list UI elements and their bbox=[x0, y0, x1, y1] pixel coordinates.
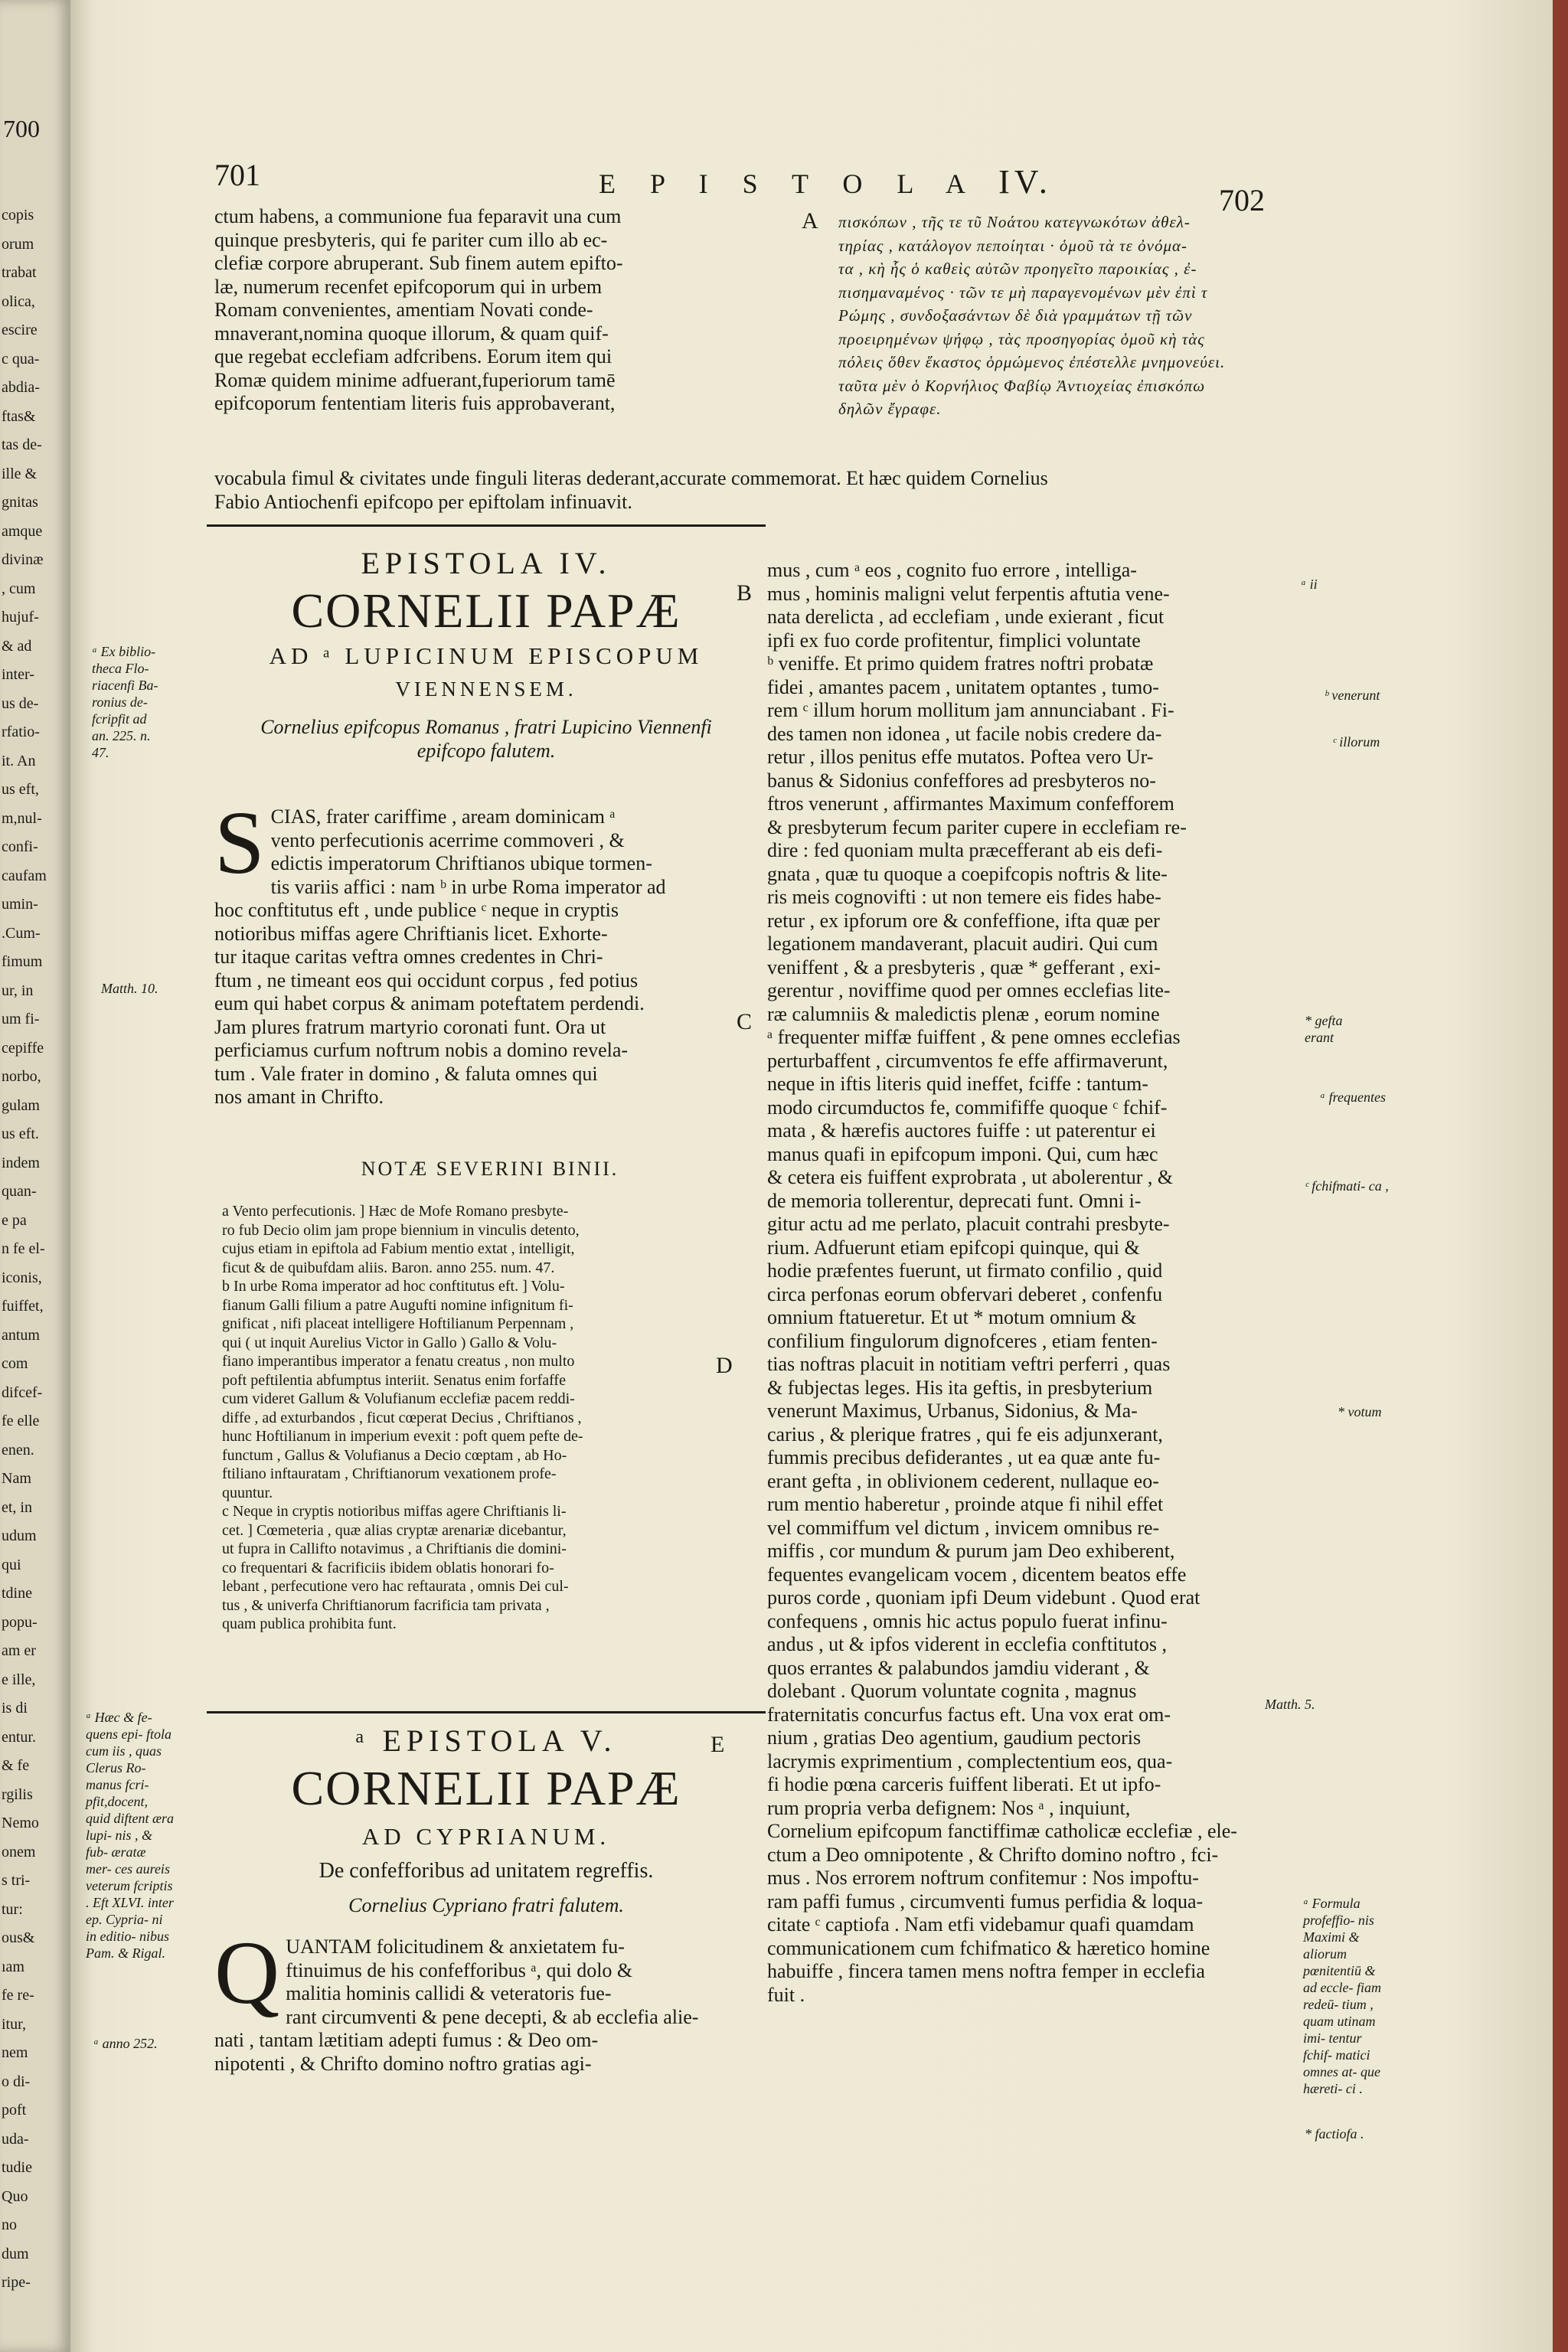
note-line: qui ( ut inquit Aurelius Victor in Gallo ) Gallo & Volu- bbox=[222, 1334, 557, 1351]
text-line: fummis precibus defiderantes , ut ea quæ ante fu- bbox=[767, 1446, 1161, 1468]
text-line: ctum habens, a communione fua feparavit una cum bbox=[214, 205, 622, 227]
note-line: c Neque in cryptis notioribus miffas agere Chriftianis li- bbox=[222, 1503, 567, 1520]
text-line: ftum , ne timeant eos qui occidunt corpus , fed potius bbox=[214, 969, 639, 991]
running-title-number: IV. bbox=[998, 163, 1052, 201]
text-line: retur , ex ipforum ore & confeffione, ifta quæ per bbox=[767, 909, 1160, 932]
epistola-5-body bbox=[214, 1922, 766, 2076]
previous-page-fragment: ripe- bbox=[2, 2274, 31, 2291]
margin-note-schismatica: ᶜ fchifmati- ca , bbox=[1305, 1178, 1389, 1194]
note-line: a Vento perfecutionis. ] Hæc de Mofe Romano presbyte- bbox=[222, 1203, 569, 1220]
text-line: gerentur , noviffime quod per omnes ecclefias lite- bbox=[767, 979, 1171, 1001]
text-line: vel commiffum vel dictum , invicem omnibus re- bbox=[767, 1516, 1160, 1539]
epistola-4-label: EPISTOLA IV. bbox=[361, 546, 612, 580]
text-line: communicationem cum fchifmatico & hæretico homine bbox=[767, 1936, 1210, 1959]
text-line: veniffent , & a presbyteris , quæ * gefferant , exi- bbox=[767, 956, 1161, 978]
margin-note-venerunt: ᵇ venerunt bbox=[1325, 688, 1380, 703]
text-line: tur itaque caritas veftra omnes credentes in Chri- bbox=[214, 946, 603, 968]
margin-note-haec-sequens: ᵃ Hæc & fe- quens epi- ftola cum iis , quas Clerus Ro- manus fcri- pfit,docent, quid diftent æra lupi- nis , & fub- æratæ mer- ces aureis veterum fcriptis . Eft XLVI. inter ep. Cypria- ni in editio- nibus Pam. & Rigal. bbox=[86, 1710, 175, 1961]
dropcap-q: Q bbox=[214, 1922, 280, 2023]
note-line: cet. ] Cœmeteria , quæ alias cryptæ arenariæ dicebantur, bbox=[222, 1521, 567, 1539]
previous-page-fragment: norbo, bbox=[2, 1068, 41, 1085]
text-line: notioribus miffas agere Chriftianis licet. Exhorte- bbox=[214, 922, 608, 945]
text-line: miffis , cor mundum & purum jam Deo exhiberent, bbox=[767, 1540, 1175, 1562]
previous-page-fragment: & ad bbox=[2, 637, 32, 655]
greek-line: Ρώμης , συνδοξασάντων δὲ διὰ γραμμάτων τῇ τῶν bbox=[838, 306, 1193, 325]
previous-page-fragment: us eft. bbox=[2, 1125, 39, 1142]
section-rule-middle bbox=[207, 1711, 766, 1713]
previous-page-fragment: escire bbox=[2, 322, 38, 338]
previous-page-fragment: us eft, bbox=[2, 781, 39, 798]
epistola-5-heading bbox=[207, 1723, 766, 1917]
previous-page-fragment: popu- bbox=[2, 1613, 38, 1631]
margin-note-formula: ᵃ Formula profeffio- nis Maximi & aliorum pœnitentiū & ad eccle- fiam redeū- tium , quam utinam imi- tentur fchif- matici omnes at- que hæreti- ci . bbox=[1303, 1896, 1381, 2096]
text-line: edictis imperatorum Chriftianos ubique tormen- bbox=[270, 852, 652, 874]
epistola-4-body bbox=[214, 792, 766, 1109]
previous-page-fragment: tur: bbox=[2, 1900, 23, 1918]
previous-page-fragment: tas de- bbox=[2, 436, 42, 453]
text-line: rem ᶜ illum horum mollitum jam annunciabant . Fi- bbox=[767, 699, 1174, 721]
top-tail-line-2: Fabio Antiochenfi epifcopo per epiftolam infinuavit. bbox=[214, 491, 632, 513]
text-line: gitur actu ad me perlato, placuit contrahi presbyte- bbox=[767, 1213, 1170, 1235]
text-line: banus & Sidonius confeffores ad presbyteros no- bbox=[767, 769, 1156, 792]
previous-page-fragment: inter- bbox=[2, 666, 34, 683]
text-line: eum qui habet corpus & animam poteftatem perdendi. bbox=[214, 992, 645, 1014]
previous-page-fragment: enen. bbox=[2, 1441, 34, 1459]
previous-page-fragment: entur. bbox=[2, 1728, 36, 1746]
previous-page-fragment: indem bbox=[2, 1154, 40, 1171]
epistola-4-text bbox=[214, 792, 766, 1109]
text-line: ris meis cognovifti : ut non temere eis fides habe- bbox=[767, 886, 1161, 908]
text-line: rium. Adfuerunt etiam epifcopi quinque, qui & bbox=[767, 1236, 1140, 1259]
text-line: læ, numerum recenfet epifcoporum qui in urbem bbox=[214, 275, 603, 298]
previous-page-fragment: Nemo bbox=[2, 1815, 39, 1831]
text-line: fuit . bbox=[767, 1983, 805, 2006]
epistola-4-salutation: Cornelius epifcopus Romanus , fratri Lupicino Viennenfi epifcopo falutem. bbox=[260, 716, 712, 762]
previous-page-fragment: uda- bbox=[2, 2130, 29, 2148]
previous-page-fragment: orum bbox=[2, 235, 34, 253]
previous-page-fragment: o di- bbox=[2, 2073, 31, 2090]
note-line: gnificat , nifi placeat intelligere Hoftilianum Perpennam , bbox=[222, 1315, 574, 1332]
previous-page-fragment: trabat bbox=[2, 264, 37, 281]
previous-page-fragment: Quo bbox=[2, 2187, 28, 2205]
epistola-5-subtitle: De confefforibus ad unitatem regreffis. bbox=[318, 1859, 654, 1883]
book-page bbox=[70, 0, 1553, 2352]
text-line: confequens , omnis hic actus populo fuerat infinu- bbox=[767, 1609, 1168, 1632]
running-title bbox=[599, 162, 1052, 201]
text-line: ᵇ veniffe. Et primo quidem fratres noftri probatæ bbox=[767, 652, 1154, 675]
text-line: tis variis affici : nam ᵇ in urbe Roma imperator ad bbox=[270, 875, 666, 898]
text-line: retur , illos penitus effe mutatos. Poftea vero Ur- bbox=[767, 746, 1154, 768]
text-line: rant circumventi & pene decepti, & ab ecclefia alie- bbox=[286, 2005, 699, 2028]
text-line: que regebat ecclefiam adfcribens. Eorum item qui bbox=[214, 345, 612, 368]
epistola-5-addressee: AD CYPRIANUM. bbox=[361, 1823, 611, 1850]
note-line: ro fub Decio olim jam prope biennium in vinculis detento, bbox=[222, 1221, 580, 1239]
text-line: quinque presbyteris, qui fe pariter cum illo ab ec- bbox=[214, 228, 608, 251]
note-line: co frequentari & facrificiis ibidem oblatis honorari fo- bbox=[222, 1559, 554, 1576]
text-line: UANTAM folicitudinem & anxietatem fu- bbox=[286, 1936, 625, 1958]
previous-page-fragment: e ille, bbox=[2, 1671, 36, 1688]
page-number-right: 702 bbox=[1219, 183, 1265, 217]
previous-page-fragment: , cum bbox=[2, 580, 36, 597]
previous-page-fragment: umin- bbox=[2, 896, 38, 913]
text-line: quos errantes & palabundos jamdiu viderant , & bbox=[767, 1656, 1150, 1679]
previous-page-fragment: hujuf- bbox=[2, 609, 39, 626]
text-line: fraternitatis concurfus factus eft. Una vox erat om- bbox=[767, 1703, 1171, 1726]
previous-page-fragment: olica, bbox=[2, 292, 35, 310]
text-line: hodie præfentes fuerunt, ut firmato confilio , quid bbox=[767, 1259, 1163, 1282]
text-line: clefiæ corpore abruperant. Sub finem autem epifto- bbox=[214, 252, 623, 274]
text-line: omnium ftatueretur. Et ut * motum omnium & bbox=[767, 1306, 1137, 1328]
text-line: & cetera eis fuiffent exprobrata , ut abolerentur , & bbox=[767, 1166, 1174, 1188]
text-line: mata , & hærefis auctores fuiffe : ut paterentur ei bbox=[767, 1119, 1156, 1142]
previous-page-fragment: dum bbox=[2, 2245, 29, 2262]
text-line: Jam plures fratrum martyrio coronati funt. Ora ut bbox=[214, 1015, 606, 1038]
margin-note-anno-252: ᵃ anno 252. bbox=[93, 2036, 158, 2051]
epistola-5-text bbox=[214, 1922, 766, 2076]
text-line: manus quafi in epifcopum imponi. Qui, cum hæc bbox=[767, 1142, 1158, 1165]
previous-page-fragment: n fe el- bbox=[2, 1240, 45, 1257]
text-line: perficiamus curfum noftrum nobis a domino revela- bbox=[214, 1039, 629, 1061]
previous-page-fragment: is di bbox=[2, 1700, 28, 1717]
previous-page-fragment: ftas& bbox=[2, 407, 36, 425]
note-line: lebant , perfecutione vero hac reftaurata , omnis Dei cul- bbox=[222, 1578, 569, 1595]
text-line: mus . Nos errorem noftrum confitemur : Nos impoftu- bbox=[767, 1867, 1199, 1889]
section-marker-c: C bbox=[737, 1009, 753, 1034]
previous-page-fragment: no bbox=[2, 2216, 17, 2233]
epistola-5-label: ᵃ EPISTOLA V. bbox=[355, 1723, 617, 1758]
text-line: confilium fingulorum dignofceres , etiam fenten- bbox=[767, 1329, 1158, 1352]
margin-note-factiosa: * factiofa . bbox=[1305, 2126, 1364, 2141]
previous-page-fragment: it. An bbox=[2, 752, 36, 769]
greek-line: πόλεις ὅθεν ἕκαστος ὁρμώμενος ἐπέστελλε μνημονεύει. bbox=[838, 353, 1226, 371]
top-latin-text bbox=[214, 205, 796, 416]
previous-page-fragment: divinæ bbox=[2, 551, 44, 568]
section-marker-b: B bbox=[737, 580, 753, 606]
previous-page-fragment: nem bbox=[2, 2044, 28, 2061]
previous-page-fragment: antum bbox=[2, 1326, 40, 1344]
margin-note-ex-bibliotheca: ᵃ Ex biblio- theca Flo- riacenfi Ba- ronius de- fcripfit ad an. 225. n. 47. bbox=[92, 644, 158, 760]
notes-heading: NOTÆ SEVERINI BINII. bbox=[361, 1158, 619, 1180]
previous-page-fragment: cepiffe bbox=[2, 1039, 44, 1057]
text-line: rum mentio haberetur , proinde atque fi nihil effet bbox=[767, 1493, 1164, 1515]
previous-page-fragment: confi- bbox=[2, 838, 38, 855]
text-line: perturbaffent , circumventos fe effe affirmaverunt, bbox=[767, 1049, 1168, 1072]
note-line: tus , & univerfa Chriftianorum facrificia tam privata , bbox=[222, 1596, 550, 1614]
previous-page-fragment: caufam bbox=[2, 867, 47, 884]
note-line: fiano imperantibus imperator a fenatu creatus , non multo bbox=[222, 1353, 575, 1370]
dropcap-s: S bbox=[214, 792, 265, 893]
text-line: legationem mandaverant, placuit audiri. Qui cum bbox=[767, 933, 1158, 955]
text-line: fidei , amantes pacem , unitatem optantes , tumo- bbox=[767, 675, 1159, 698]
text-line: modo circumductos fe, commififfe quoque ᶜ fchif- bbox=[767, 1096, 1168, 1119]
previous-page-fragment: fe re- bbox=[2, 1987, 34, 2004]
previous-page-fragment: tudie bbox=[2, 2159, 32, 2176]
epistola-5-salutation: Cornelius Cypriano fratri falutem. bbox=[348, 1893, 624, 1916]
previous-page-fragment: iconis, bbox=[2, 1269, 42, 1286]
previous-page-fragment: rfatio- bbox=[2, 724, 40, 740]
note-line: b In urbe Roma imperator ad hoc conftitutus eft. ] Volu- bbox=[222, 1278, 565, 1295]
previous-page-fragment: ıam bbox=[2, 1958, 24, 1975]
notes-text bbox=[222, 1202, 762, 1634]
top-tail-line-1: vocabula fimul & civitates unde finguli literas dederant,accurate commemorat. Et hæc quidem Cornelius bbox=[214, 467, 1048, 489]
previous-page-fragment: Nam bbox=[2, 1470, 31, 1487]
previous-page-fragment: am er bbox=[2, 1642, 36, 1659]
note-line: ftiliano inftauratam , Chriftianorum vexationem profe- bbox=[222, 1465, 557, 1482]
text-line: CIAS, frater cariffime , aream dominicam ᵃ bbox=[270, 805, 616, 828]
previous-page-fragment: itur, bbox=[2, 2015, 26, 2033]
text-line: Romæ quidem minime adfuerant,fuperiorum tamē bbox=[214, 368, 616, 391]
previous-page-fragment: onem bbox=[2, 1843, 36, 1860]
previous-page-fragment: ille & bbox=[2, 465, 38, 482]
text-line: nata derelicta , ad ecclefiam , unde exierant , ficut bbox=[767, 606, 1165, 628]
section-marker-e: E bbox=[710, 1732, 725, 1757]
note-line: ficut & de quibufdam aliis. Baron. anno 255. num. 47. bbox=[222, 1259, 555, 1276]
greek-line: ταῦτα μὲν ὁ Κορνήλιος Φαβίῳ Ἀντιοχείας ἐπισκόπω bbox=[838, 376, 1206, 395]
previous-page-fragment: fuiffet, bbox=[2, 1298, 44, 1315]
note-line: functum , Gallus & Volufianus a Decio cœptam , ab Ho- bbox=[222, 1446, 567, 1464]
page-number-left: 701 bbox=[214, 158, 260, 192]
text-line: epifcoporum fententiam literis fuis approbaverant, bbox=[214, 392, 616, 414]
epistola-4-heading bbox=[207, 545, 766, 763]
previous-page-fragment: um fi- bbox=[2, 1011, 40, 1027]
text-line: erant gefta , in oblivionem cederent, nullaque eo- bbox=[767, 1469, 1159, 1492]
previous-page-fragment: gnitas bbox=[2, 494, 38, 511]
previous-page-fragment: s tri- bbox=[2, 1872, 31, 1889]
greek-line: τα , κὴ ἧς ὁ καθεὶς αὐτῶν προηγεῖτο παροικίας , ἐ- bbox=[838, 260, 1197, 278]
margin-note-illorum: ᶜ illorum bbox=[1332, 734, 1380, 750]
note-line: diffe , ad exturbandos , ficut cœperat Decius , Chriftianos , bbox=[222, 1409, 582, 1426]
text-line: & fubjectas leges. His ita geftis, in presbyterium bbox=[767, 1376, 1153, 1399]
section-marker-a: A bbox=[802, 208, 818, 234]
text-line: ftinuimus de his confefforibus ᵃ, qui dolo & bbox=[286, 1958, 633, 1981]
previous-page-fragment: tdine bbox=[2, 1585, 32, 1602]
previous-page-fragment: difcef- bbox=[2, 1383, 43, 1401]
epistola-4-addressee: AD ᵃ LUPICINUM EPISCOPUM bbox=[269, 642, 704, 669]
section-marker-d: D bbox=[716, 1353, 733, 1378]
note-line: quam publica prohibita funt. bbox=[222, 1615, 397, 1632]
text-line: venerunt Maximus, Urbanus, Sidonius, & Ma- bbox=[767, 1400, 1138, 1422]
previous-page-fragment: c qua- bbox=[2, 350, 40, 368]
text-line: fi hodie pœna carceris fuiffent liberati. Et ut ipfo- bbox=[767, 1773, 1161, 1795]
text-line: Cornelium epifcopum fanctiffimæ catholicæ ecclefiæ , ele- bbox=[767, 1820, 1237, 1842]
previous-page-fragment: et, in bbox=[2, 1498, 32, 1516]
previous-page-fragment: com bbox=[2, 1355, 28, 1372]
note-line: cujus etiam in epiftola ad Fabium mentio extat , intelligit, bbox=[222, 1240, 575, 1257]
book-cover-edge bbox=[1553, 0, 1568, 2352]
text-line: ftros venerunt , affirmantes Maximum confefforem bbox=[767, 792, 1174, 815]
top-greek-text bbox=[838, 211, 1390, 421]
previous-page-fragment: amque bbox=[2, 522, 43, 540]
text-line: malitia hominis callidi & veteratoris fue- bbox=[286, 1982, 612, 2004]
previous-page-fragment: gulam bbox=[2, 1096, 40, 1114]
section-rule-top bbox=[207, 524, 766, 527]
previous-page-fragment: qui bbox=[2, 1556, 21, 1573]
text-line: dire : fed quoniam multa præcefferant ab eis defi- bbox=[767, 839, 1163, 861]
greek-line: πισκόπων , τῆς τε τῦ Νοάτου κατεγνωκότων ἀθελ- bbox=[838, 213, 1191, 231]
note-line: cum videret Gallum & Volufianum ecclefiæ pacem reddi- bbox=[222, 1390, 575, 1407]
previous-page-fragment: rgilis bbox=[2, 1785, 33, 1803]
previous-page-fragment: & fe bbox=[2, 1757, 30, 1774]
text-line: nipotenti , & Chrifto domino noftro gratias agi- bbox=[214, 2052, 592, 2075]
previous-page-edge bbox=[0, 0, 70, 2352]
text-line: ᵃ frequenter miffæ fuiffent , & pene omnes ecclefias bbox=[767, 1026, 1181, 1048]
text-line: Romam convenientes, amentiam Novati conde- bbox=[214, 299, 593, 321]
previous-page-fragment: fimum bbox=[2, 953, 43, 970]
text-line: nium , gratias Deo agentium, gaudium pectoris bbox=[767, 1726, 1142, 1749]
margin-note-gesta: * gefta erant bbox=[1305, 1013, 1343, 1045]
previous-page-fragment: .Cum- bbox=[2, 924, 41, 942]
previous-page-fragment: fe elle bbox=[2, 1413, 40, 1429]
text-line: andus , ut & ipfos viderent in ecclefia conftitutos , bbox=[767, 1633, 1168, 1655]
right-column-text bbox=[767, 559, 1349, 2007]
text-line: de memoria tollerentur, deprecati funt. Omni i- bbox=[767, 1189, 1142, 1212]
previous-page-fragment: abdia- bbox=[2, 379, 40, 396]
text-line: lacrymis exprimentium , complectentium eos, qua- bbox=[767, 1749, 1173, 1772]
text-line: habuiffe , fincera tamen mens noftra femper in ecclefia bbox=[767, 1960, 1205, 1982]
running-title-word: E P I S T O L A bbox=[599, 168, 978, 199]
previous-page-fragment: poft bbox=[2, 2102, 27, 2118]
text-line: tias noftras placuit in notitiam veftri perferri , quas bbox=[767, 1353, 1171, 1375]
text-line: mus , cum ᵃ eos , cognito fuo errore , intelliga- bbox=[767, 559, 1137, 581]
note-line: ut fupra in Callifto notavimus , a Chriftianis die domini- bbox=[222, 1540, 567, 1557]
text-line: & presbyterum fecum pariter cupere in ecclefiam re- bbox=[767, 815, 1187, 838]
text-line: nos amant in Chrifto. bbox=[214, 1086, 384, 1108]
text-line: carius , & plerique fratres , qui fe eis adjunxerant, bbox=[767, 1423, 1163, 1446]
previous-page-fragment: e pa bbox=[2, 1211, 27, 1229]
previous-page-fragment: us de- bbox=[2, 694, 39, 712]
text-line: mnaverant,nomina quoque illorum, & quam quif- bbox=[214, 322, 609, 345]
text-line: nati , tantam lætitiam adepti fumus : & Deo om- bbox=[214, 2029, 599, 2051]
previous-page-fragment: udum bbox=[2, 1527, 37, 1544]
margin-note-matth-10: Matth. 10. bbox=[101, 981, 158, 996]
note-line: poft peftilentia abfumptus interiit. Senatus enim forfaffe bbox=[222, 1371, 566, 1389]
text-line: vento perfecutionis acerrime commoveri , & bbox=[270, 828, 625, 851]
margin-note-votum: * votum bbox=[1338, 1404, 1382, 1419]
previous-page-fragment: copis bbox=[2, 207, 34, 224]
greek-line: πισημαναμένος · τῶν τε μὴ παραγενομένων μὲν ἐπὶ τ bbox=[838, 283, 1208, 302]
text-line: hoc conftitutus eft , unde publice ᶜ neque in cryptis bbox=[214, 899, 619, 921]
text-line: des tamen non idonea , ut facile nobis credere da- bbox=[767, 722, 1162, 745]
margin-note-frequentes: ᵃ frequentes bbox=[1320, 1089, 1386, 1105]
margin-note-ii: ᵃ ii bbox=[1301, 577, 1318, 592]
greek-line: προειρημένων ψήφῳ , τὰς προσηγορίας ὁμοῦ κὴ τὰς bbox=[838, 329, 1205, 348]
text-line: ram paffi fumus , circumventi fumus perfidia & loqua- bbox=[767, 1890, 1204, 1913]
note-line: fianum Galli filium a patre Augufti nomine infignitum fi- bbox=[222, 1296, 573, 1314]
text-line: mus , hominis maligni velut ferpentis aftutia vene- bbox=[767, 582, 1170, 605]
text-line: tum . Vale frater in domino , & faluta omnes qui bbox=[214, 1062, 598, 1085]
text-line: circa perfonas eorum obfervari deberet , confenfu bbox=[767, 1282, 1163, 1305]
previous-page-fragment: quan- bbox=[2, 1183, 37, 1200]
text-line: rum propria verba defignem: Nos ᵃ , inquiunt, bbox=[767, 1796, 1131, 1819]
note-line: quuntur. bbox=[222, 1484, 273, 1501]
epistola-4-city: VIENNENSEM. bbox=[395, 678, 577, 701]
text-line: dolebant . Quorum voluntate cognita , magnus bbox=[767, 1680, 1137, 1702]
epistola-4-author: CORNELII PAPÆ bbox=[291, 583, 681, 638]
note-line: hunc Hoftilianum in imperium evexit : poft quem pefte de- bbox=[222, 1428, 583, 1445]
text-line: ipfi ex fuo corde profitentur, fimplici voluntate bbox=[767, 629, 1141, 652]
text-line: fequentes evangelicam vocem , dicentem beatos effe bbox=[767, 1563, 1187, 1586]
text-line: citate ᶜ captiofa . Nam etfi videbamur quafi quamdam bbox=[767, 1913, 1194, 1936]
previous-page-fragment: ous& bbox=[2, 1929, 35, 1946]
previous-page-number: 700 bbox=[3, 115, 40, 142]
text-line: neque in iftis literis quid ineffet, fciffe : tantum- bbox=[767, 1073, 1148, 1095]
text-line: ctum a Deo omnipotente , & Chrifto domino noftro , fci- bbox=[767, 1843, 1219, 1866]
previous-page-fragment: m,nul- bbox=[2, 809, 42, 827]
epistola-5-author: CORNELII PAPÆ bbox=[291, 1761, 681, 1815]
previous-page-fragment: ur, in bbox=[2, 982, 34, 999]
text-line: gnata , quæ tu quoque a coepifcopis noftris & lite- bbox=[767, 862, 1168, 885]
greek-line: δηλῶν ἔγραφε. bbox=[838, 400, 942, 418]
text-line: ræ calumniis & maledictis plenæ , eorum nomine bbox=[767, 1002, 1160, 1025]
margin-note-matth-5: Matth. 5. bbox=[1265, 1697, 1315, 1712]
greek-line: τηρίας , κατάλογον πεποίηται · ὁμοῦ τὰ τε ὀνόμα- bbox=[838, 236, 1188, 255]
text-line: puros corde , quoniam ipfi Deum videbunt . Quod erat bbox=[767, 1586, 1200, 1609]
